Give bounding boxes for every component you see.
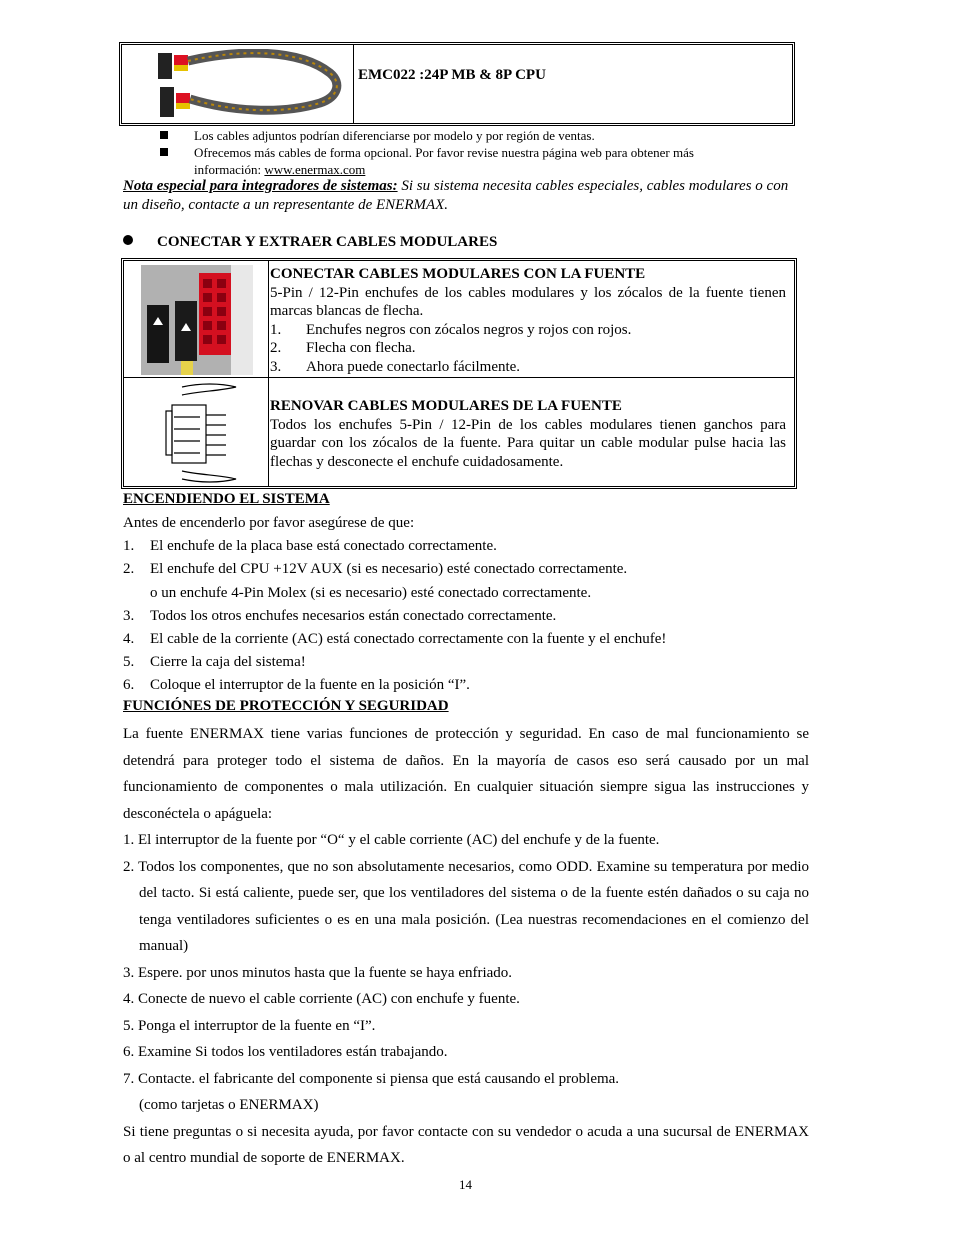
list-item: 4. El cable de la corriente (AC) está conectado correctamente con la fuente y el enchufe! [123, 631, 667, 648]
list-item-continuation: (como tarjetas o ENERMAX) [139, 1097, 319, 1113]
list-item: 1. El interruptor de la fuente por “O“ y el cable corriente (AC) del enchufe y de la fuente. [123, 832, 660, 848]
list-item: Ofrecemos más cables de forma opcional. Por favor revise nuestra página web para obtener más información: www.enermax.com [160, 144, 780, 178]
connect-title: CONECTAR CABLES MODULARES CON LA FUENTE [270, 266, 646, 282]
connector-photo [141, 265, 253, 380]
list-item: 6. Examine Si todos los ventiladores están trabajando. [123, 1044, 448, 1060]
square-bullet-icon [160, 148, 168, 156]
connect-cell [270, 265, 786, 376]
list-item: 2. Flecha con flecha. [270, 340, 416, 356]
cable-label: EMC022 :24P MB & 8P CPU [358, 67, 546, 83]
list-item: 1. Enchufes negros con zócalos negros y rojos con rojos. [270, 321, 632, 338]
notes-list [160, 127, 780, 178]
remove-text: Todos los enchufes 5-Pin / 12-Pin de los cables modulares tienen ganchos para guardar con los zócalos de la fuente. Para quitar un cable modular pulse hacia las flechas y desconecte el enchufe cuidadosamente. [270, 416, 786, 470]
square-bullet-icon [160, 131, 168, 139]
list-item: 2. El enchufe del CPU +12V AUX (si es necesario) esté conectado correctamente. [123, 561, 628, 578]
remove-title: RENOVAR CABLES MODULARES DE LA FUENTE [270, 398, 622, 414]
special-note: Nota especial para integradores de sistemas: Si su sistema necesita cables especiales, cables modulares o con un diseño, contacte a un representante de ENERMAX. [123, 178, 789, 213]
connector-diagram [160, 381, 240, 490]
bullet-dot-icon [123, 235, 133, 245]
protection-intro: La fuente ENERMAX tiene varias funciones de protección y seguridad. En caso de mal funcionamiento se detendrá para proteger todo el sistema de daños. En la mayoría de casos eso será causado por un mal funcionamiento de componentes o mala utilización. En cualquier situación siempre sigua las instrucciones y desconéctela o apáguela: [123, 726, 809, 822]
list-item: o un enchufe 4-Pin Molex (si es necesario) esté conectado correctamente. [150, 584, 592, 601]
power-on-list [123, 512, 823, 698]
list-item: 7. Contacte. el fabricante del componente si piensa que está causando el problema. [123, 1070, 620, 1087]
protection-closing: Si tiene preguntas o si necesita ayuda, por favor contacte con su vendedor o acuda a una sucursal de ENERMAX o al centro mundial de soporte de ENERMAX. [123, 1123, 809, 1166]
list-item: 6. Coloque el interruptor de la fuente en la posición “I”. [123, 677, 470, 694]
list-item: 4. Conecte de nuevo el cable corriente (AC) con enchufe y fuente. [123, 991, 520, 1007]
connect-text: 5-Pin / 12-Pin enchufes de los cables modulares y los zócalos de la fuente tienen marcas blancas de flecha. [270, 284, 786, 319]
modular-table [121, 258, 797, 489]
protection-body [123, 721, 809, 1172]
list-item: Los cables adjuntos podrían diferenciarse por modelo y por región de ventas. [160, 127, 780, 144]
power-on-intro: Antes de encenderlo por favor asegúrese de que: [123, 515, 415, 531]
modular-heading: CONECTAR Y EXTRAER CABLES MODULARES [123, 234, 497, 251]
list-item: 3. Espere. por unos minutos hasta que la fuente se haya enfriado. [123, 964, 513, 981]
list-item: 5. Cierre la caja del sistema! [123, 654, 306, 671]
remove-cell [270, 397, 786, 471]
power-on-heading: ENCENDIENDO EL SISTEMA [123, 491, 330, 507]
page-number: 14 [459, 1177, 472, 1192]
cable-table-divider [353, 45, 354, 123]
list-item: 2. Todos los componentes, que no son absolutamente necesarios, como ODD. Examine su temperatura por medio del tacto. Si está caliente, puede ser, que los ventiladores del sistema o de la fuente estén dañados o su caja no tenga ventiladores suficientes o es en una mala posición. (Lea nuestras recomendaciones en el comienzo del manual) [123, 858, 809, 954]
list-item: 3. Todos los otros enchufes necesarios están conectado correctamente. [123, 607, 557, 624]
cable-table [119, 42, 795, 126]
list-item: 3. Ahora puede conectarlo fácilmente. [270, 358, 521, 375]
list-item: 5. Ponga el interruptor de la fuente en “I”. [123, 1017, 376, 1034]
protection-heading: FUNCIÓNES DE PROTECCIÓN Y SEGURIDAD [123, 698, 449, 714]
list-item: 1. El enchufe de la placa base está conectado correctamente. [123, 538, 497, 555]
website-link[interactable]: www.enermax.com [264, 162, 366, 177]
cable-image [150, 49, 345, 126]
special-note-label: Nota especial para integradores de sistemas: [123, 178, 398, 194]
